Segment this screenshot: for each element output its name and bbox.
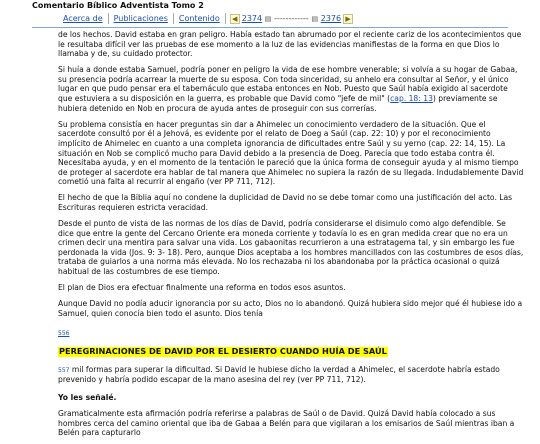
- nav-bar: [58, 12, 357, 25]
- app-title: Comentario Bíblico Adventista Tomo 2: [32, 1, 204, 10]
- page-separator: ------------: [274, 14, 309, 23]
- paragraph: El plan de Dios era efectuar finalmente una reforma en todos esos asuntos.: [58, 283, 346, 293]
- commentary-text: [58, 30, 524, 444]
- paragraph: Gramaticalmente esta afirmación podría referirse a palabras de Saúl o de David. Quizá David había colocado a sus hombres cerca del camino oriental que iba de Gabaa a Belén para que vigilaran a los emisarios de Saúl mientras iban a Belén para capturarlo: [58, 408, 515, 438]
- paragraph: Aunque David no podía aducir ignorancia por su acto, Dios no lo abandonó. Quizá hubiera sido mejor qué él hubiese ido a Samuel, quien conocía bien todo el asunto. Dios tenía: [58, 299, 523, 318]
- previous-page-icon[interactable]: ◀: [230, 14, 240, 24]
- header-divider: [32, 27, 508, 28]
- verse-lemma: Yo les señalé.: [58, 392, 117, 402]
- next-page-number[interactable]: 2376: [320, 14, 342, 23]
- paragraph: El hecho de que la Biblia aquí no condene la duplicidad de David no se debe tomar como una justificación del acto. Las Escrituras requieren estricta veracidad.: [58, 193, 513, 212]
- contents-link[interactable]: Contenido: [178, 14, 220, 23]
- paragraph: 557 mil formas para superar la dificultad. Si David le hubiese dicho la verdad a Ahimelec, el sacerdote habría estado prevenido y habría podido escapar de la mano asesina del rey (ver PP 711, 712).: [58, 364, 500, 385]
- paragraph: Si huía a donde estaba Samuel, podría poner en peligro la vida de ese hombre venerable; si volvía a su hogar de Gabaa, su presencia podría acarrear la muerte de su esposa. Con toda sinceridad, su anhelo era consultar al Señor, y el único lugar en que pudo pensar era el tabernáculo que estaba entonces en Nob. Puesto que Saúl había exigido al sacerdote que estuviera a su disposición en la guerra, es probable que David como "jefe de mil" (cap. 18: 13) previamente se hubiera detenido en Nob en procura de ayuda antes de proseguir con sus correrías.: [58, 65, 518, 113]
- next-page-icon[interactable]: ▶: [343, 14, 353, 24]
- about-link[interactable]: Acerca de: [63, 14, 103, 23]
- document-icon: ▤: [264, 14, 272, 23]
- section-heading: PEREGRINACIONES DE DAVID POR EL DESIERTO CUANDO HUÍA DE SAÚL: [59, 346, 387, 357]
- page-number-marker[interactable]: 557: [58, 366, 70, 374]
- scripture-reference-link[interactable]: cap. 18: 13: [390, 94, 433, 104]
- previous-page-number[interactable]: 2374: [241, 14, 263, 23]
- document-icon: ▤: [311, 14, 319, 23]
- paragraph: Desde el punto de vista de las normas de los días de David, podría considerarse el disimulo como algo defendible. Se dice que entre la gente del Cercano Oriente era moneda corriente y todavía lo es en gran medida crear que no era un crimen decir una mentira para salvar una vida. Los gabaonitas recurrieron a una estratagema tal, y sin embargo les fue perdonada la vida (Jos. 9: 3- 18). Pero, aunque Dios aceptaba a los hombres mancillados con las costumbres de esos días, trataba de guiarlos a una norma más elevada. No los rechazaba ni los abandonaba por la práctica ocasional o quizá habitual de las costumbres de ese tiempo.: [58, 219, 524, 277]
- paragraph: Su problema consistía en hacer preguntas sin dar a Ahimelec un conocimiento verdadero de la situación. Que el sacerdote consultó por él a Jehová, es evidente por el relato de Doeg a Saúl (cap. 22: 10) y por el reconocimiento implícito de Ahimelec en cuanto a una completa ignorancia de dificultades entre Saúl y su yerno (cap. 22: 14, 15). La situación en Nob se complicó mucho para David debido a la presencia de Doeg. Parecía que todo estaba contra él. Necesitaba ayuda, y en el momento de la tentación le pareció que la única forma de conseguir ayuda y al mismo tiempo de proteger al sacerdote era hablar de tal manera que Ahimelec no supiera la razón de su llegada. Indudablemente David cometió una falta al recurrir al engaño (ver PP 711, 712).: [58, 119, 524, 187]
- publications-link[interactable]: Publicaciones: [113, 14, 168, 23]
- top-bar: [0, 0, 540, 28]
- paragraph: de los hechos. David estaba en gran peligro. Había estado tan abrumado por el reciente cariz de los acontecimientos que le resultaba difícil ver las pruebas de ese momento a la luz de las evidencias manifiestas de la forma en que Dios lo llamaba y de, su cuidado protector.: [58, 30, 522, 59]
- page-marker: [58, 328, 524, 339]
- page-navigator: [226, 14, 357, 24]
- page-number-link[interactable]: 556: [58, 330, 70, 338]
